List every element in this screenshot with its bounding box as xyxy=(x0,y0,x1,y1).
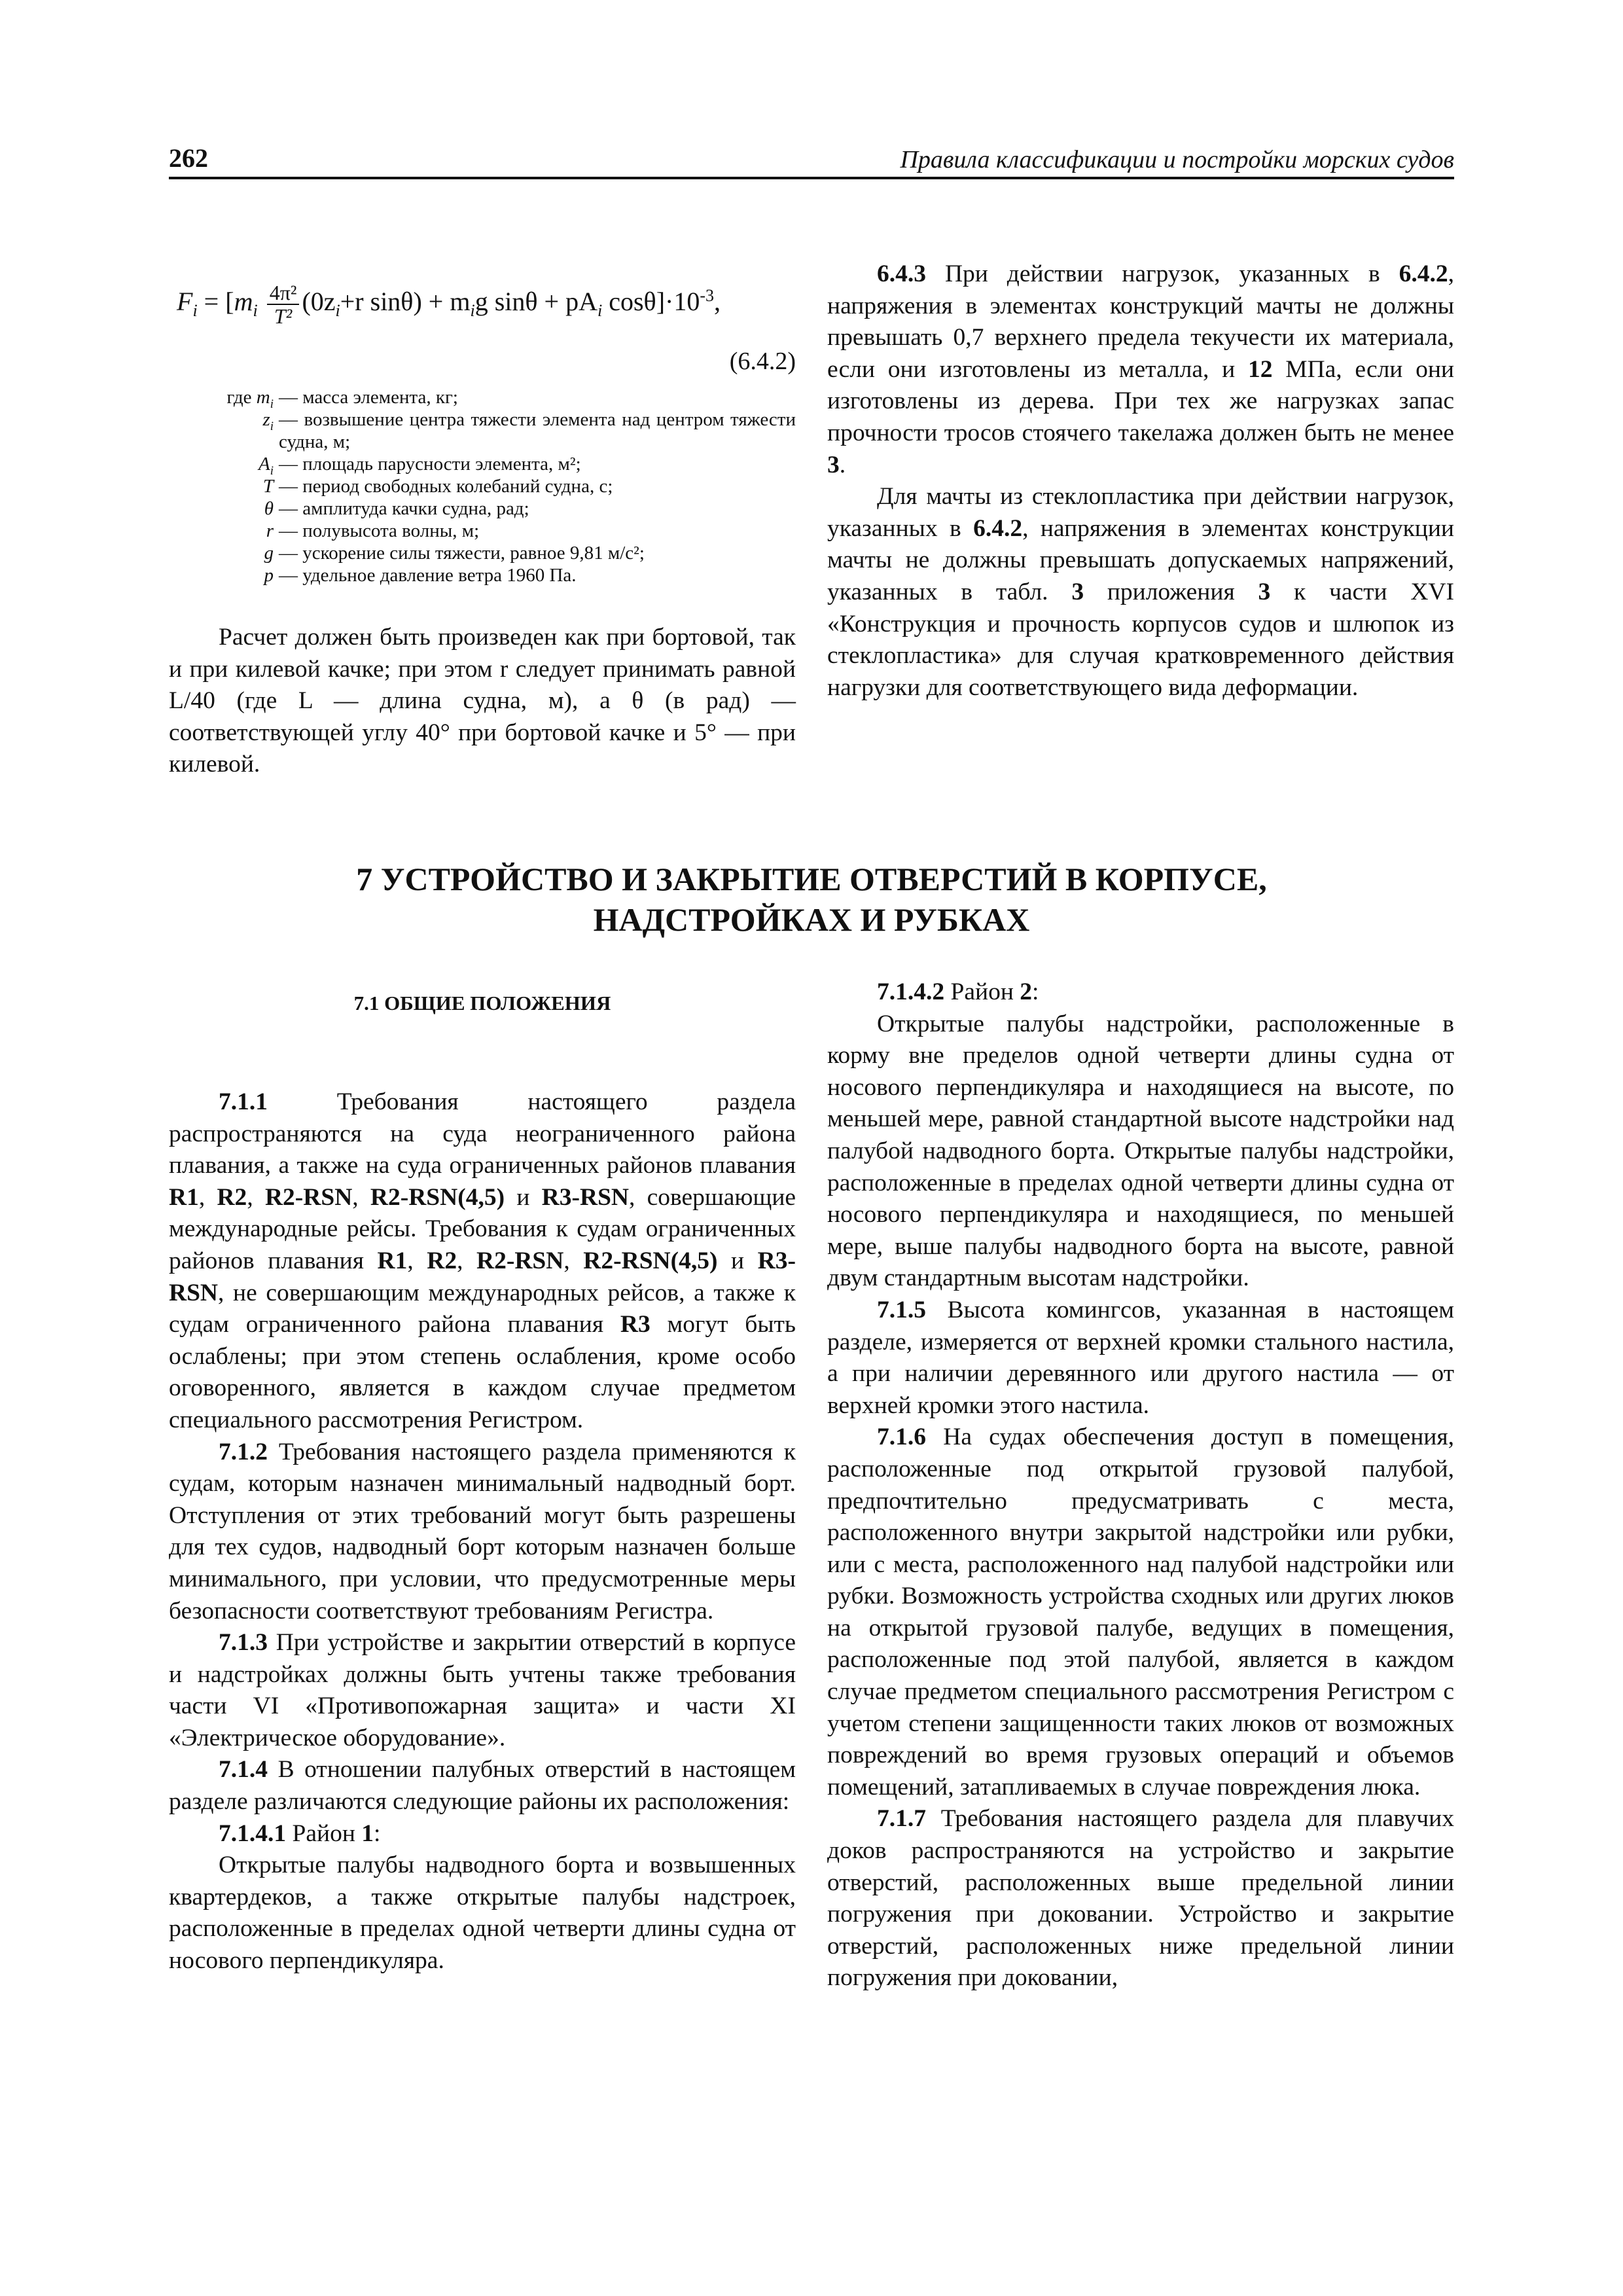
para-7-1-1: 7.1.1 Требования настоящего раздела распространяются на суда неограниченного района плавания, а также на суда ограниченных районов плавания R1, R2, R2-RSN, R2-RSN(4,5) и R3-RSN, совершающие международные рейсы. Требования к судам ограниченных районов плавания R1, R2, R2-RSN, R2-RSN(4,5) и R3-RSN, не совершающим международных рейсов, а также к судам ограниченного района плавания R3 могут быть ослаблены; при этом степень ослабления, кроме особо оговоренного, является в каждом случае предметом специального рассмотрения Регистром. xyxy=(169,1088,796,1433)
legend-symbol: g xyxy=(264,543,274,564)
legend-symbol: r xyxy=(266,520,274,541)
legend-item xyxy=(169,408,796,453)
page-number: 262 xyxy=(169,143,208,173)
legend-item xyxy=(169,542,796,564)
legend-text: — период свободных колебаний судна, с; xyxy=(279,476,613,497)
section-title-line-2: НАДСТРОЙКАХ И РУБКАХ xyxy=(593,901,1030,938)
legend-text: — ускорение силы тяжести, равное 9,81 м/с²; xyxy=(279,543,645,564)
para-7-1-6: 7.1.6 На судах обеспечения доступ в помещения, расположенные под открытой грузовой палубой, предпочтительно предусматривать с места, расположенного внутри закрытой надстройки или рубки, или с места, расположенного над палубой надстройки или рубки. Возможность устройства сходных или других люков на открытой грузовой палубе, ведущих в помещения, расположенные под этой палубой, является в каждом случае предметом специального рассмотрения Регистром с учетом степени защищенности таких люков от возможных повреждений во время грузовых операций и объемов помещений, затапливаемых в случае повреждения люка. xyxy=(827,1424,1454,1801)
legend-symbol: $A_i$ xyxy=(259,454,274,478)
formula-legend xyxy=(169,386,796,586)
para-fiberglass-mast: Для мачты из стеклопластика при действии нагрузок, указанных в 6.4.2, напряжения в элементах конструкции мачты не должны превышать допускаемых напряжений, указанных в табл. 3 приложения 3 к части XVI «Конструкция и прочность корпусов судов и шлюпок из стеклопластика» для случая кратковременного действия нагрузки для соответствующего вида деформации. xyxy=(827,483,1454,701)
legend-text: — площадь парусности элемента, м²; xyxy=(279,454,581,475)
legend-symbol: $z_i$ xyxy=(262,409,274,433)
legend-symbol: где $m_i$ xyxy=(226,387,274,411)
legend-text: — амплитуда качки судна, рад; xyxy=(279,498,529,519)
legend-text: — полувысота волны, м; xyxy=(279,520,480,541)
right-top-column xyxy=(827,259,1454,704)
para-7-1-4-1-body: Открытые палубы надводного борта и возвышенных квартердеков, а также открытые палубы надстроек, расположенные в пределах одной четверти длины судна от носового перпендикуляра. xyxy=(169,1852,796,1975)
section-title xyxy=(169,859,1454,940)
para-7-1-5: 7.1.5 Высота комингсов, указанная в настоящем разделе, измеряется от верхней кромки стального настила, а при наличии деревянного или другого настила — от верхней кромки этого настила. xyxy=(827,1296,1454,1419)
right-body-column xyxy=(827,977,1454,1994)
legend-item xyxy=(169,564,796,586)
legend-text: — удельное давление ветра 1960 Па. xyxy=(279,565,577,586)
para-7-1-4-1-heading: 7.1.4.1 Район 1: xyxy=(219,1820,381,1847)
para-7-1-3: 7.1.3 При устройстве и закрытии отверстий в корпусе и надстройках должны быть учтены также требования части VI «Противопожарная защита» и части XI «Электрическое оборудование». xyxy=(169,1629,796,1751)
para-7-1-4: 7.1.4 В отношении палубных отверстий в настоящем разделе различаются следующие районы их расположения: xyxy=(169,1756,796,1816)
legend-text: — возвышение центра тяжести элемента над центром тяжести судна, м; xyxy=(279,409,796,452)
legend-item xyxy=(169,453,796,478)
legend-symbol: θ xyxy=(264,498,274,519)
formula-fraction: $\frac{\text{4π²}}{\text{T²}}$ xyxy=(267,281,300,327)
running-title: Правила классификации и постройки морских судов xyxy=(900,146,1454,173)
legend-item xyxy=(169,475,796,497)
legend-symbol: p xyxy=(264,565,274,586)
para-7-1-4-2-body: Открытые палубы надстройки, расположенные в корму вне пределов одной четверти длины судна от носового перпендикуляра и находящиеся на высоте, по меньшей мере, равной стандартной высоте надстройки над палубой надводного борта. Открытые палубы надстройки, расположенные в пределах одной четверти длины судна от носового перпендикуляра и находящиеся, по меньшей мере, выше палубы надводного борта на высоте, равной двум стандартным высотам надстройки. xyxy=(827,1010,1454,1292)
para-7-1-7: 7.1.7 Требования настоящего раздела для плавучих доков распространяются на устройство и закрытие отверстий, расположенных выше предельной линии погружения при доковании. Устройство и закрытие отверстий, расположенных ниже предельной линии погружения при доковании, xyxy=(827,1805,1454,1992)
legend-item xyxy=(169,497,796,520)
formula-number: (6.4.2) xyxy=(729,348,796,375)
formula: $F_i = [m_i$ $\frac{\text{4π²}}{\text{T²}}$ ($0z_i+r$ $\sin\theta) + m_ig$ $\sin\theta + pA_i$ $\cos\theta]\cdot 10^{-3}$, xyxy=(177,281,721,328)
header-rule xyxy=(169,177,1454,179)
section-title-line-1: 7 УСТРОЙСТВО И ЗАКРЫТИЕ ОТВЕРСТИЙ В КОРПУСЕ, xyxy=(356,861,1267,897)
calc-paragraph: Расчет должен быть произведен как при бортовой, так и при килевой качке; при этом r следует принимать равной L/40 (где L — длина судна, м), а θ (в рад) — соответствующей углу 40° при бортовой качке и 5° — при килевой. xyxy=(169,624,796,778)
legend-symbol: T xyxy=(262,476,274,497)
para-7-1-2: 7.1.2 Требования настоящего раздела применяются к судам, которым назначен минимальный надводный борт. Отступления от этих требований могут быть разрешены для тех судов, надводный борт которым назначен больше минимального, при условии, что предусмотренные меры безопасности соответствуют требованиям Регистра. xyxy=(169,1438,796,1624)
left-top-column xyxy=(169,622,796,781)
legend-item xyxy=(169,386,796,411)
para-6-4-3: 6.4.3 При действии нагрузок, указанных в 6.4.2, напряжения в элементах конструкций мачты не должны превышать 0,7 верхнего предела текучести их материала, если они изготовлены из металла, и 12 МПа, если они изготовлены из дерева. При тех же нагрузках запас прочности тросов стоячего такелажа должен быть не менее 3. xyxy=(827,260,1454,478)
left-body-column xyxy=(169,1086,796,1977)
subsection-title: 7.1 ОБЩИЕ ПОЛОЖЕНИЯ xyxy=(353,992,611,1014)
para-7-1-4-2-heading: 7.1.4.2 Район 2: xyxy=(877,978,1039,1005)
legend-item xyxy=(169,520,796,542)
legend-text: — масса элемента, кг; xyxy=(279,387,458,408)
